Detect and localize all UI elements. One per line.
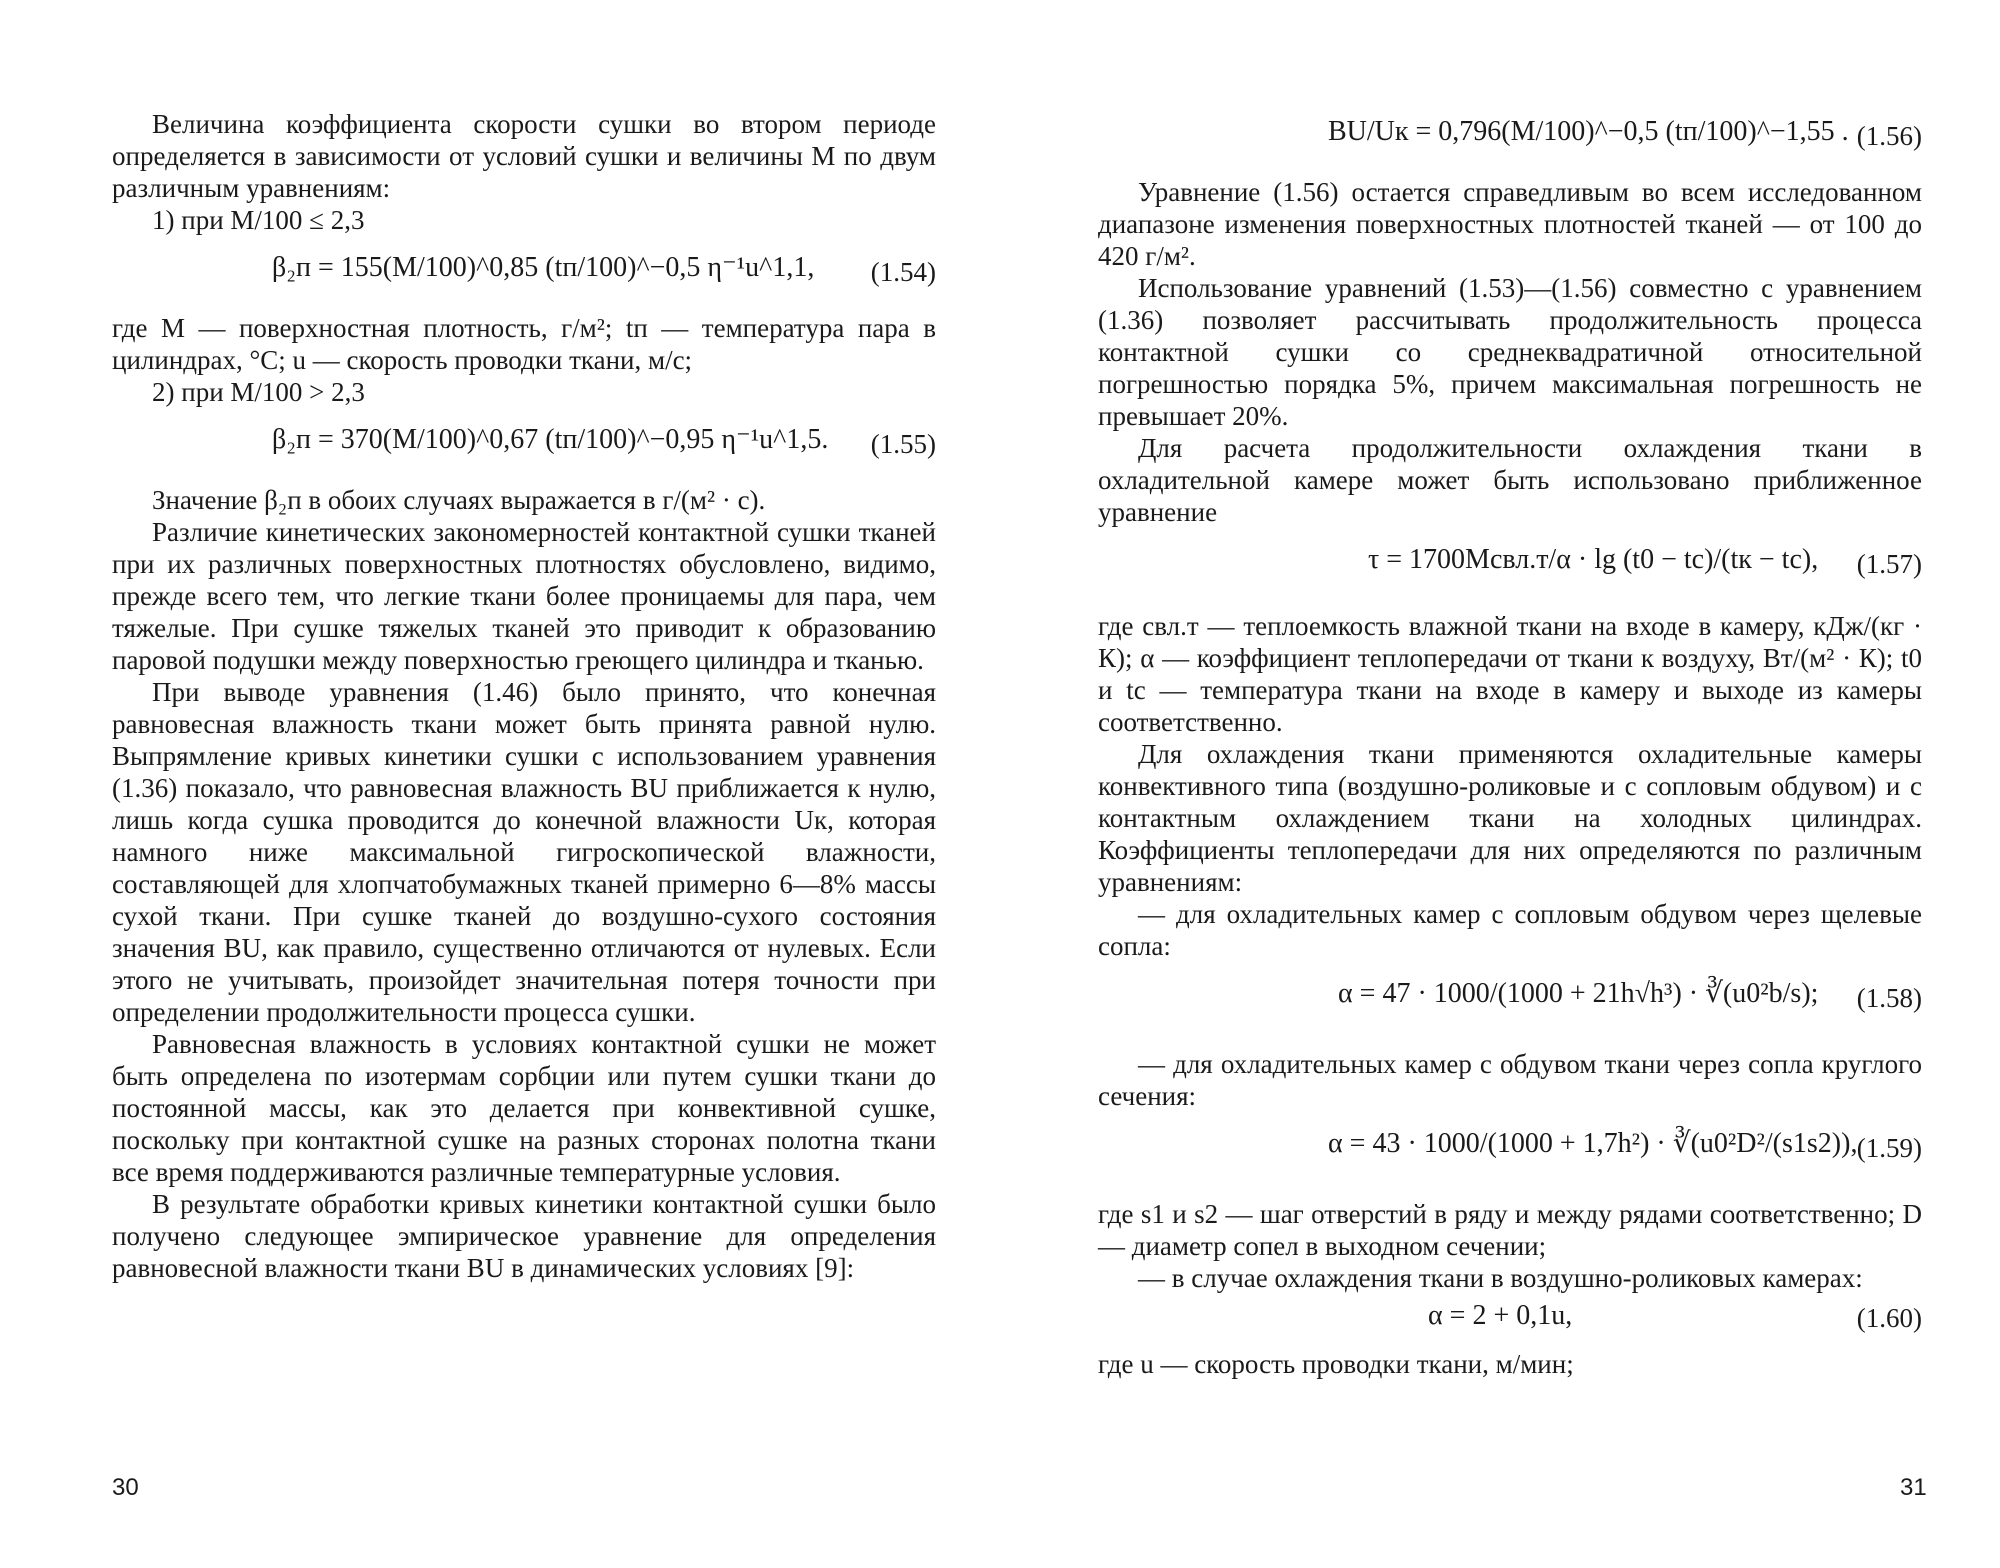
formula: β₂п = 155(M/100)^0,85 (tп/100)^−0,5 η⁻¹u^1,1, (272, 252, 815, 283)
paragraph: Для охлаждения ткани применяются охладительные камеры конвективного типа (воздушно-роликовые и с сопловым обдувом) и с контактным охлаждением ткани на холодных цилиндрах. Коэффициенты теплопередачи для них определяются по различным уравнениям: (1098, 739, 1922, 897)
right-page (1000, 0, 2000, 1568)
paragraph: где s1 и s2 — шаг отверстий в ряду и между рядами соответственно; D — диаметр сопел в выходном сечении; (1098, 1199, 1922, 1261)
case-label: 2) при M/100 > 2,3 (152, 377, 365, 407)
equation-1-58 (1098, 966, 1922, 1042)
paragraph: Величина коэффициента скорости сушки во втором периоде определяется в зависимости от условий сушки и величины M по двум различным уравнениям: (112, 109, 936, 203)
left-text-column (112, 108, 936, 1284)
paragraph: где u — скорость проводки ткани, м/мин; (1098, 1349, 1574, 1379)
equation-number: (1.58) (1856, 983, 1922, 1013)
formula: α = 43 · 1000/(1000 + 1,7h²) · ∛(u0²D²/(s1s2)), (1328, 1128, 1858, 1159)
formula: α = 2 + 0,1u, (1428, 1300, 1573, 1331)
paragraph: При выводе уравнения (1.46) было принято, что конечная равновесная влажность ткани может быть принята равной нулю. Выпрямление кривых кинетики сушки с использованием уравнения (1.36) показало, что равновесная влажность BU приближается к нулю, лишь когда сушка проводится до конечной влажности Uк, которая намного ниже максимальной гигроскопической влажности, составляющей для хлопчатобумажных тканей примерно 6—8% массы сухой ткани. При сушке тканей до воздушно-сухого состояния значения BU, как правило, существенно отличаются от нулевых. Если этого не учитывать, произойдет значительная потеря точности при определении продолжительности процесса сушки. (112, 677, 936, 1027)
paragraph: Для расчета продолжительности охлаждения ткани в охладительной камере может быть использовано приближенное уравнение (1098, 433, 1922, 527)
equation-number: (1.55) (870, 429, 936, 459)
equation-number: (1.59) (1856, 1133, 1922, 1163)
formula: τ = 1700Mcвл.т/α · lg (t0 − tс)/(tк − tс), (1368, 544, 1819, 575)
paragraph: Равновесная влажность в условиях контактной сушки не может быть определена по изотермам сорбции или путем сушки ткани до постоянной массы, как это делается при конвективной сушке, поскольку при контактной сушке на разных сторонах полотна ткани все время поддерживаются различные температурные условия. (112, 1029, 936, 1187)
paragraph: Различие кинетических закономерностей контактной сушки тканей при их различных поверхностных плотностях обусловлено, видимо, прежде всего тем, что легкие ткани более проницаемы для пара, чем тяжелые. При сушке тяжелых тканей это приводит к образованию паровой подушки между поверхностью греющего цилиндра и тканью. (112, 517, 936, 675)
paragraph: — для охладительных камер с обдувом ткани через сопла круглого сечения: (1098, 1049, 1922, 1111)
case-label: 1) при M/100 ≤ 2,3 (152, 205, 365, 235)
formula: β₂п = 370(M/100)^0,67 (tп/100)^−0,95 η⁻¹u^1,5. (272, 424, 829, 455)
paragraph: — в случае охлаждения ткани в воздушно-роликовых камерах: (1138, 1263, 1863, 1293)
equation-1-54 (112, 240, 936, 306)
equation-1-56 (1098, 104, 1922, 170)
equation-1-60 (1098, 1298, 1922, 1342)
paragraph: Использование уравнений (1.53)—(1.56) совместно с уравнением (1.36) позволяет рассчитывать продолжительность процесса контактной сушки со среднеквадратичной относительной погрешностью порядка 5%, причем максимальная погрешность не превышает 20%. (1098, 273, 1922, 431)
equation-number: (1.54) (870, 257, 936, 287)
page-number: 30 (112, 1474, 139, 1501)
equation-number: (1.56) (1856, 121, 1922, 151)
right-text-column (1098, 104, 1922, 1380)
paragraph: Значение β₂п в обоих случаях выражается в г/(м² · с). (152, 485, 766, 515)
paragraph: В результате обработки кривых кинетики контактной сушки было получено следующее эмпирическое уравнение для определения равновесной влажности ткани BU в динамических условиях [9]: (112, 1189, 936, 1283)
formula: BU/Uк = 0,796(M/100)^−0,5 (tп/100)^−1,55 . (1328, 116, 1849, 147)
equation-1-57 (1098, 532, 1922, 604)
paragraph: Уравнение (1.56) остается справедливым во всем исследованном диапазоне изменения поверхностных плотностей тканей — от 100 до 420 г/м². (1098, 177, 1922, 271)
paragraph: где cвл.т — теплоемкость влажной ткани на входе в камеру, кДж/(кг · К); α — коэффициент теплопередачи от ткани к воздуху, Вт/(м² · К); t0 и tс — температура ткани на входе в камеру и выходе из камеры соответственно. (1098, 611, 1922, 737)
page-number: 31 (1900, 1474, 1927, 1501)
equation-number: (1.60) (1856, 1303, 1922, 1333)
equation-number: (1.57) (1856, 549, 1922, 579)
paragraph: где M — поверхностная плотность, г/м²; tп — температура пара в цилиндрах, °С; u — скорость проводки ткани, м/с; (112, 313, 936, 375)
formula: α = 47 · 1000/(1000 + 21h√h³) · ∛(u0²b/s); (1338, 978, 1819, 1009)
equation-1-59 (1098, 1116, 1922, 1192)
paragraph: — для охладительных камер с сопловым обдувом через щелевые сопла: (1098, 899, 1922, 961)
equation-1-55 (112, 412, 936, 478)
